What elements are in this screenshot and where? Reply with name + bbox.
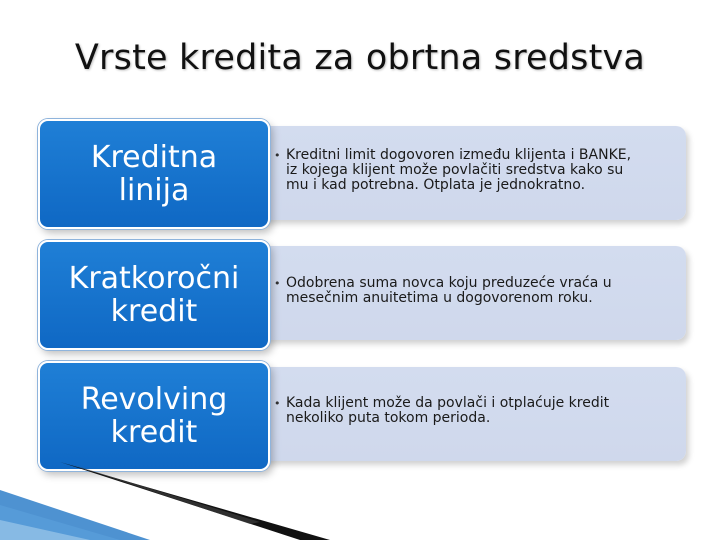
card-label-line: Kratkoročni (68, 261, 240, 296)
card-kratkorocni-kredit (38, 240, 270, 350)
detail-line: mu i kad potrebna. Otplata je jednokratno. (286, 177, 586, 193)
bullet-icon: • (274, 149, 281, 162)
detail-line: Kada klijent može da povlači i otplaćuje kredit (286, 395, 610, 411)
card-label-line: Revolving (80, 382, 228, 417)
bullet-icon: • (274, 277, 281, 290)
detail-line: Odobrena suma novca koju preduzeće vraća u (286, 275, 612, 291)
card-label-line: kredit (110, 294, 198, 329)
detail-text (274, 148, 674, 193)
card-label (81, 383, 228, 449)
decorative-swoosh (0, 450, 330, 540)
card-label (91, 141, 217, 207)
card-label (69, 262, 240, 328)
detail-box-kratkorocni-kredit (250, 246, 686, 340)
card-label-line: linija (118, 173, 190, 208)
bullet-icon: • (274, 397, 281, 410)
detail-line: nekoliko puta tokom perioda. (286, 410, 491, 426)
detail-line: Kreditni limit dogovoren između klijenta i BANKE, (286, 147, 632, 163)
detail-box-kreditna-linija (250, 126, 686, 220)
detail-line: iz kojega klijent može povlačiti sredstva kako su (286, 162, 624, 178)
detail-box-revolving-kredit (250, 367, 686, 461)
detail-line: mesečnim anuitetima u dogovorenom roku. (286, 290, 593, 306)
detail-text (274, 276, 674, 306)
card-label-line: Kreditna (90, 140, 218, 175)
detail-text (274, 396, 674, 426)
card-label-line: kredit (110, 415, 198, 450)
card-kreditna-linija (38, 119, 270, 229)
slide-title: Vrste kredita za obrtna sredstva (74, 38, 646, 78)
